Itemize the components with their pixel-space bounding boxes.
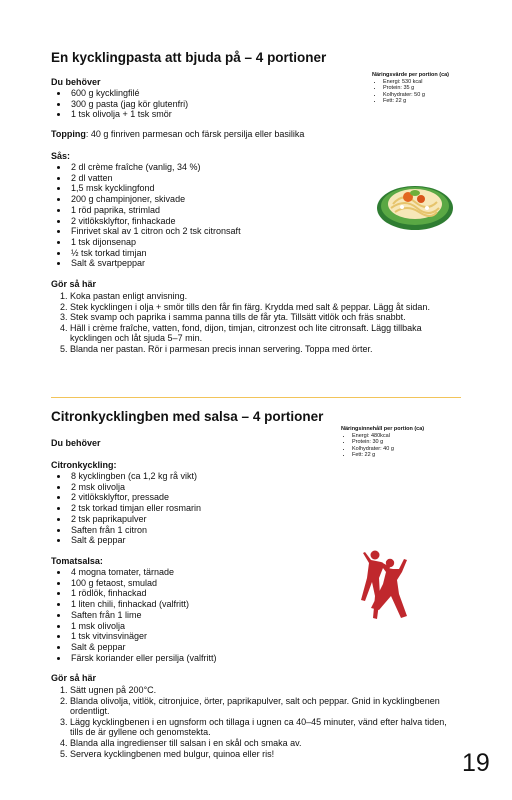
nutrition-item: • Kolhydrater: 50 g (383, 92, 482, 98)
step-item: 4. Häll i crème fraîche, vatten, fond, dijon, timjan, citronzest och lite citronsaft. Lägg tillbaka kycklingen och låt sjuda 5–7 min. (70, 323, 461, 344)
recipe2-steps (51, 673, 451, 759)
recipe2-nutrition (341, 426, 461, 459)
nutrition-item: • Kolhydrater: 40 g (352, 446, 461, 452)
step-item: 3. Stek svamp och paprika i samma panna tills de får yta. Tillsätt vitlök och fräs snabbt. (70, 312, 461, 323)
recipe2-ingredients-heading: Du behöver (51, 438, 101, 448)
dancing-couple-icon (355, 548, 411, 624)
sauce-item: • Finrivet skal av 1 citron och 2 tsk citronsaft (69, 226, 371, 237)
sauce-item: • 1,5 msk kycklingfond (69, 183, 371, 194)
ingredient-item: • Saften från 1 lime (69, 610, 351, 621)
ingredient-item: • 2 tsk torkad timjan eller rosmarin (69, 503, 351, 514)
recipe1-ingredient-list (51, 88, 381, 120)
recipe2-group2-heading: Tomatsalsa: (51, 556, 103, 566)
sauce-item: • 2 dl vatten (69, 173, 371, 184)
sauce-item: • 1 röd paprika, strimlad (69, 205, 371, 216)
step-item: 2. Blanda olivolja, vitlök, citronjuice, örter, paprikapulver, salt och peppar. Gnid in kycklingbenen ordentligt. (70, 696, 451, 717)
step-item: 1. Sätt ugnen på 200°C. (70, 685, 451, 696)
sauce-item: • 200 g champinjoner, skivade (69, 194, 371, 205)
recipe2-group2-list (51, 567, 351, 663)
nutrition-item: • Energi: 480kcal (352, 433, 461, 439)
step-item: 3. Lägg kycklingbenen i en ugnsform och tillaga i ugnen ca 40–45 minuter, vänd efter halva tiden, tills de är gyllene och genomstekta. (70, 717, 451, 738)
pasta-bowl-icon (375, 180, 455, 232)
ingredient-item: • 600 g kycklingfilé (69, 88, 381, 99)
topping-text: : 40 g finriven parmesan och färsk persilja eller basilika (85, 129, 305, 139)
ingredient-item: • 2 vitlöksklyftor, pressade (69, 492, 351, 503)
ingredient-item: • 1 tsk vitvinsvinäger (69, 631, 351, 642)
sauce-item: • ½ tsk torkad timjan (69, 248, 371, 259)
section-divider (51, 397, 461, 398)
nutrition-item: • Protein: 35 g (383, 85, 482, 91)
nutrition-item: • Protein: 30 g (352, 439, 461, 445)
recipe1-ingredients (51, 77, 381, 120)
ingredient-item: • Salt & peppar (69, 642, 351, 653)
ingredient-item: • Salt & peppar (69, 535, 351, 546)
ingredient-item: • 300 g pasta (jag kör glutenfri) (69, 99, 381, 110)
recipe2-group1-heading: Citronkyckling: (51, 460, 117, 470)
topping-label: Topping (51, 129, 86, 139)
nutrition-item: • Energi: 530 kcal (383, 79, 482, 85)
ingredient-item: • 100 g fetaost, smulad (69, 578, 351, 589)
recipe2-group2 (51, 556, 351, 663)
sauce-item: • Salt & svartpeppar (69, 258, 371, 269)
recipe1-steps (51, 279, 461, 355)
recipe2-nutrition-title: Näringsinnehåll per portion (ca) (341, 426, 425, 432)
recipe2-steps-heading: Gör så här (51, 673, 97, 683)
recipe2-group1-list (51, 471, 351, 546)
ingredient-item: • 4 mogna tomater, tärnade (69, 567, 351, 578)
step-item: 4. Blanda alla ingredienser till salsan i en skål och smaka av. (70, 738, 451, 749)
ingredient-item: • 8 kycklingben (ca 1,2 kg rå vikt) (69, 471, 351, 482)
recipe1-steps-heading: Gör så här (51, 279, 97, 289)
step-item: 5. Servera kycklingbenen med bulgur, quinoa eller ris! (70, 749, 451, 760)
recipe2-nutrition-list (341, 433, 461, 459)
page-number: 19 (462, 749, 490, 777)
recipe1-sauce-heading: Sås: (51, 151, 71, 161)
ingredient-item: • 2 tsk paprikapulver (69, 514, 351, 525)
recipe2-group1 (51, 460, 351, 546)
nutrition-item: • Fett: 22 g (352, 452, 461, 458)
recipe2-step-list (51, 685, 451, 759)
sauce-item: • 2 dl crème fraîche (vanlig, 34 %) (69, 162, 371, 173)
recipe1-topping (51, 129, 451, 140)
recipe1-nutrition-title: Näringsvärde per portion (ca) (372, 72, 450, 78)
step-item: 5. Blanda ner pastan. Rör i parmesan precis innan servering. Toppa med örter. (70, 344, 461, 355)
recipe1-title: En kycklingpasta att bjuda på – 4 portioner (51, 50, 327, 65)
recipe1-sauce (51, 151, 371, 269)
step-item: 2. Stek kycklingen i olja + smör tills den får fin färg. Krydda med salt & peppar. Lägg åt sidan. (70, 302, 461, 313)
ingredient-item: • 1 msk olivolja (69, 621, 351, 632)
ingredient-item: • 1 tsk olivolja + 1 tsk smör (69, 109, 381, 120)
ingredient-item: • Färsk koriander eller persilja (valfritt) (69, 653, 351, 664)
sauce-item: • 1 tsk dijonsenap (69, 237, 371, 248)
nutrition-item: • Fett: 22 g (383, 98, 482, 104)
step-item: 1. Koka pastan enligt anvisning. (70, 291, 461, 302)
sauce-item: • 2 vitlöksklyftor, finhackade (69, 216, 371, 227)
recipe1-nutrition-list (372, 79, 482, 105)
recipe1-ingredients-heading: Du behöver (51, 77, 101, 87)
ingredient-item: • Saften från 1 citron (69, 525, 351, 536)
recipe1-sauce-list (51, 162, 371, 269)
recipe2-title: Citronkycklingben med salsa – 4 portioner (51, 409, 324, 424)
ingredient-item: • 1 liten chili, finhackad (valfritt) (69, 599, 351, 610)
recipe1-nutrition (372, 72, 482, 105)
recipe1-step-list (51, 291, 461, 355)
ingredient-item: • 2 msk olivolja (69, 482, 351, 493)
ingredient-item: • 1 rödlök, finhackad (69, 588, 351, 599)
